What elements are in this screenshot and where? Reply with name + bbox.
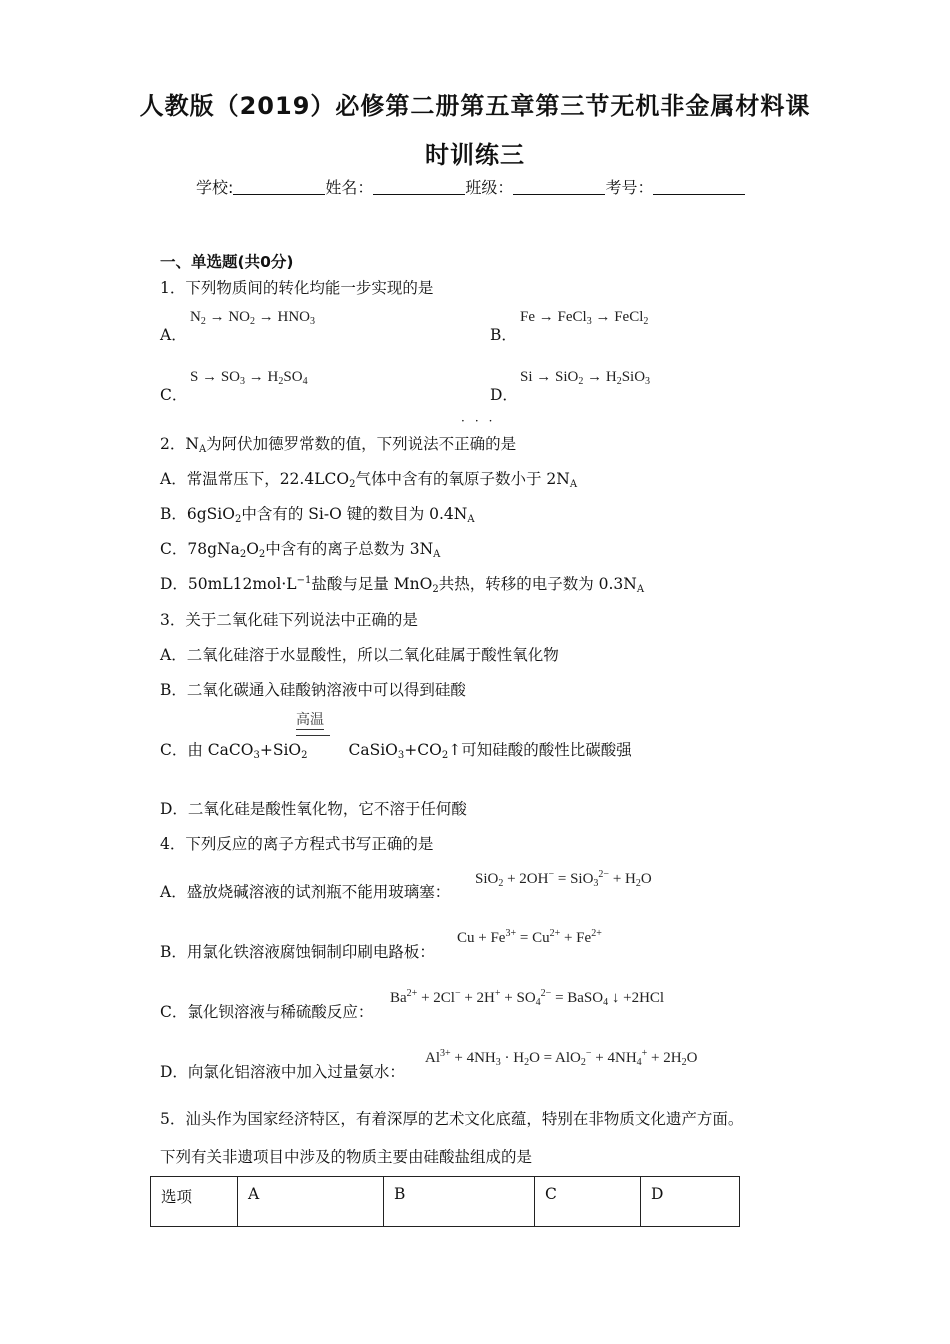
q4-option-c-text: C．氯化钡溶液与稀硫酸反应： [160, 1003, 374, 1021]
school-blank[interactable] [233, 178, 325, 195]
q3-reaction-condition: 高温 [296, 712, 324, 728]
q2-option-b: B．6gSiO$_2$中含有的 Si-O 键的数目为 $0.4N_A$ [160, 505, 475, 525]
section-heading: 一、单选题(共0分) [160, 253, 294, 271]
table-row [151, 1177, 740, 1227]
q3-option-c: C．由 CaCO$_3$+SiO$_2$ $CaSiO_3+CO_2↑$可知硅酸的酸性比碳酸强 [160, 741, 632, 761]
q3-stem: 3．关于二氧化硅下列说法中正确的是 [160, 611, 418, 629]
q1-option-c-formula: $S \to SO_3 \to H_2SO_4$ [190, 369, 308, 387]
q3-option-a: A．二氧化硅溶于水显酸性，所以二氧化硅属于酸性氧化物 [160, 646, 559, 664]
q4-option-b-text: B．用氯化铁溶液腐蚀铜制印刷电路板： [160, 943, 435, 961]
name-blank[interactable] [373, 178, 465, 195]
class-label: 班级： [465, 178, 514, 197]
q2-stem-num: 2．N [160, 435, 199, 453]
emphasis-dots: ··· [461, 414, 503, 428]
exam-no-label: 考号： [605, 178, 654, 197]
q5-options-table [150, 1176, 740, 1227]
q1-option-d-label: D． [490, 386, 518, 404]
page-title-line2: 时训练三 [425, 141, 525, 169]
class-blank[interactable] [513, 178, 605, 195]
school-label: 学校: [196, 178, 234, 197]
q2-stem-sub: A [198, 444, 207, 455]
q1-option-d-formula: $Si \to SiO_2 \to H_2SiO_3$ [520, 369, 651, 387]
q2-stem [160, 432, 516, 455]
table-cell: A [238, 1177, 384, 1227]
q2-option-c: C．$78gNa_2O_2$中含有的离子总数为 $3N_A$ [160, 540, 441, 560]
q1-option-b-label: B． [490, 326, 517, 344]
q3-option-b: B．二氧化碳通入硅酸钠溶液中可以得到硅酸 [160, 681, 466, 699]
q4-option-a-formula: $SiO_2 + 2OH^- = SiO_3^{2-} + H_2O$ [475, 869, 652, 889]
q1-stem: 1．下列物质间的转化均能一步实现的是 [160, 279, 434, 297]
q2-option-d: D．$50mL12mol\cdot L^{-1}$盐酸与足量 MnO$_2$共热，转移的电子数为 $0.3N_A$ [160, 575, 645, 595]
table-cell: D [641, 1177, 740, 1227]
q4-option-a-text: A．盛放烧碱溶液的试剂瓶不能用玻璃塞： [160, 883, 451, 901]
q4-option-c-formula: $Ba^{2+} + 2Cl^- + 2H^+ + SO_4^{2-}$ = BaSO$_4$ ↓ +2HCl [390, 988, 665, 1008]
table-cell: B [384, 1177, 535, 1227]
table-cell: C [535, 1177, 641, 1227]
q4-option-d-text: D．向氯化铝溶液中加入过量氨水： [160, 1063, 405, 1081]
exam-no-blank[interactable] [653, 178, 745, 195]
q1-option-b-formula: Fe → FeCl$_3$ → FeCl$_2$ [520, 309, 649, 327]
q1-option-c-label: C． [160, 386, 188, 404]
q3-reaction-arrow [296, 733, 330, 736]
q4-stem: 4．下列反应的离子方程式书写正确的是 [160, 835, 434, 853]
q3-option-d: D．二氧化硅是酸性氧化物，它不溶于任何酸 [160, 800, 467, 818]
q2-stem-rest: 为阿伏加德罗常数的值，下列说法不正确的是 [206, 435, 517, 453]
q5-stem-line1: 5．汕头作为国家经济特区，有着深厚的艺术文化底蕴，特别在非物质文化遗产方面。 [160, 1110, 744, 1128]
q1-option-a-formula: $N_2 \to NO_2 \to HNO_3$ [190, 309, 316, 327]
student-info-row [196, 175, 745, 198]
q1-option-a-label: A． [160, 326, 187, 344]
table-cell: 选项 [151, 1177, 238, 1227]
q2-option-a: A．常温常压下，$22.4LCO_2$气体中含有的氧原子数小于 $2N_A$ [160, 470, 578, 490]
q5-stem-line2: 下列有关非遗项目中涉及的物质主要由硅酸盐组成的是 [160, 1148, 533, 1166]
page-title: 人教版（2019）必修第二册第五章第三节无机非金属材料课 [139, 92, 811, 120]
q4-option-b-formula: $Cu + Fe^{3+} = Cu^{2+} + Fe^{2+}$ [457, 928, 602, 946]
q4-option-d-formula: $Al^{3+} + 4NH_3 \cdot H_2O = AlO_2^- + 4NH_4^+ + 2H_2O$ [425, 1048, 698, 1068]
name-label: 姓名： [325, 178, 374, 197]
